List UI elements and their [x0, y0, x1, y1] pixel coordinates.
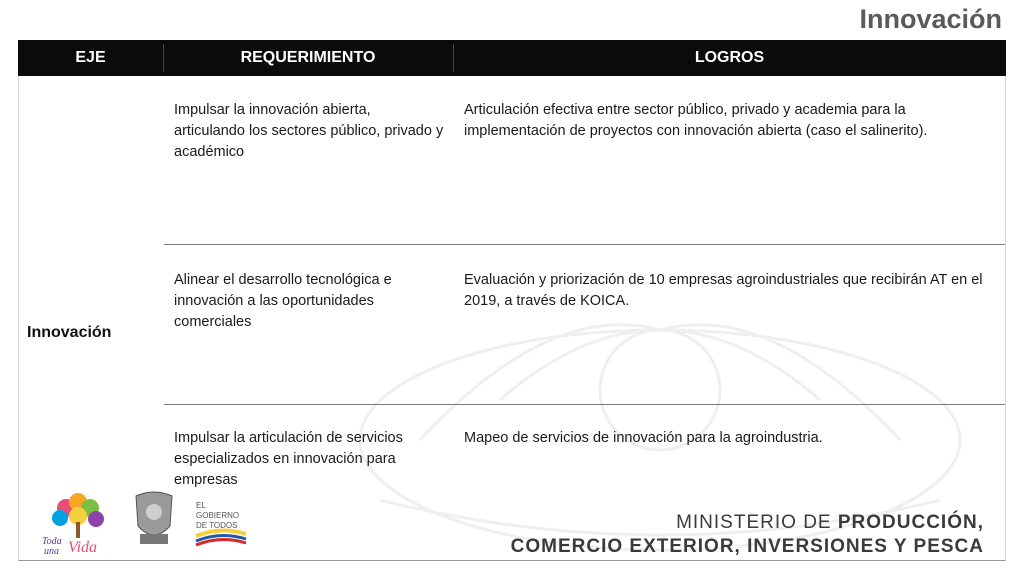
header-requerimiento: REQUERIMIENTO — [240, 49, 376, 66]
ecuador-coat-of-arms-logo — [136, 492, 172, 544]
ministerio-line1 — [511, 512, 984, 534]
requerimiento-cell: Impulsar la innovación abierta, articulando los sectores público, privado y académico — [174, 102, 444, 160]
header-eje: EJE — [75, 49, 106, 66]
requerimiento-cell: Impulsar la articulación de servicios especializados en innovación para empresas — [174, 430, 403, 488]
row-divider — [164, 244, 1005, 245]
logros-cell: Articulación efectiva entre sector público, privado y academia para la implementación de proyectos con innovación abierta (caso el salinerito). — [464, 102, 928, 139]
ministerio-line2: COMERCIO EXTERIOR, INVERSIONES Y PESCA — [510, 536, 984, 557]
svg-text:Toda: Toda — [42, 536, 62, 547]
svg-text:EL: EL — [196, 501, 206, 510]
ministerio-logo — [511, 512, 984, 558]
government-logos — [36, 486, 266, 558]
svg-text:Vida: Vida — [68, 539, 98, 556]
logros-cell: Evaluación y priorización de 10 empresas agroindustriales que recibirán AT en el 2019, a través de KOICA. — [464, 272, 983, 309]
header-logros: LOGROS — [694, 49, 765, 66]
toda-una-vida-logo — [42, 493, 104, 557]
svg-text:una: una — [44, 546, 59, 557]
gobierno-de-todos-logo — [196, 501, 246, 545]
innovation-table — [18, 40, 1006, 560]
logros-cell: Mapeo de servicios de innovación para la agroindustria. — [464, 430, 823, 446]
svg-text:DE TODOS: DE TODOS — [196, 521, 238, 530]
slide-title: Innovación — [859, 4, 1002, 34]
ministerio-line1-bold: PRODUCCIÓN, — [837, 512, 984, 533]
table-header — [18, 40, 1006, 76]
eje-cell: Innovación — [27, 324, 112, 341]
requerimiento-cell: Alinear el desarrollo tecnológica e innovación a las oportunidades comerciales — [174, 272, 392, 330]
svg-text:GOBIERNO: GOBIERNO — [196, 511, 240, 520]
ministerio-line1-light: MINISTERIO DE — [676, 512, 838, 533]
row-divider — [164, 404, 1005, 405]
